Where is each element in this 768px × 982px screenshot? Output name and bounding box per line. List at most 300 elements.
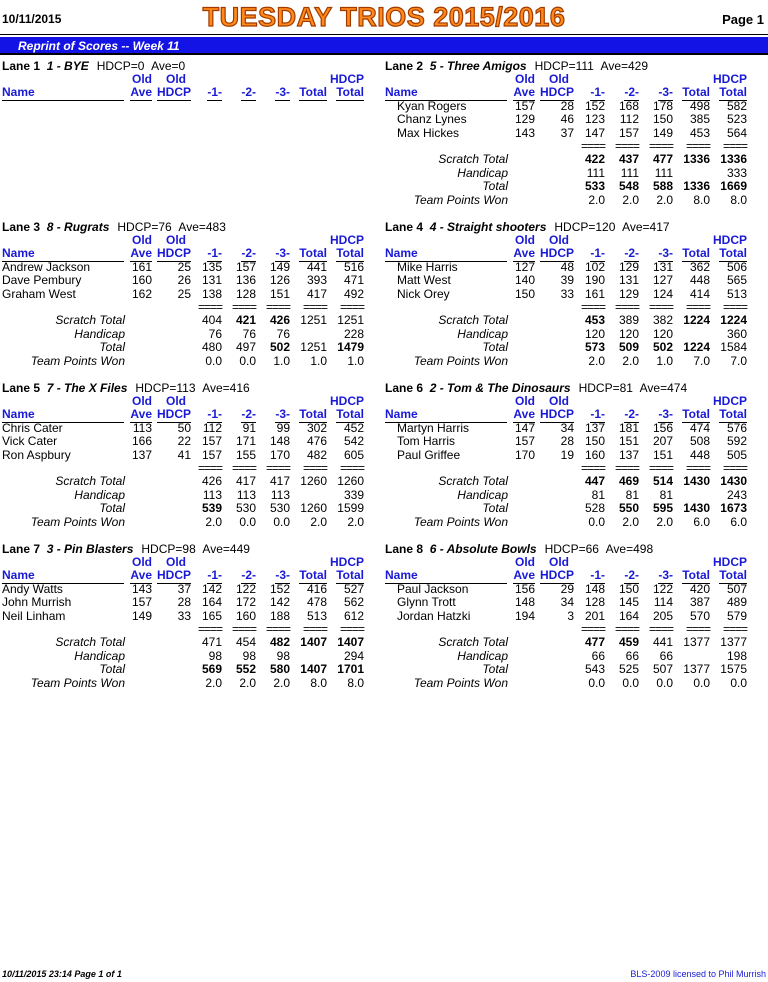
summary-game-3: 113 xyxy=(270,487,290,502)
summary-label: Handicap xyxy=(457,326,508,341)
summary-total: 8.0 xyxy=(310,675,327,690)
col-old-hdcp-top: Old xyxy=(166,72,186,86)
summary-game-2: 2.0 xyxy=(622,192,639,207)
summary-game-2: 120 xyxy=(618,326,639,341)
separator: ==== xyxy=(265,299,290,314)
separator: ==== xyxy=(580,621,605,636)
player-name: Mike Harris xyxy=(397,259,458,274)
summary-label: Team Points Won xyxy=(413,675,508,690)
player-row xyxy=(385,127,751,140)
player-row xyxy=(2,422,368,435)
player-old-hdcp: 33 xyxy=(177,608,191,623)
summary-game-3: 0.0 xyxy=(273,514,290,529)
summary-game-1: 404 xyxy=(201,313,222,328)
col-game-2: -2- xyxy=(624,568,639,583)
col-hdcp-total-top: HDCP xyxy=(329,555,364,569)
player-old-ave: 194 xyxy=(514,608,535,623)
separator: ==== xyxy=(685,460,710,475)
scratch-total-row xyxy=(385,475,751,488)
summary-hdcp-total: 1575 xyxy=(720,662,747,677)
summary-label: Team Points Won xyxy=(413,514,508,529)
summary-hdcp-total: 0.0 xyxy=(730,675,747,690)
team-name: 8 - Rugrats xyxy=(46,220,110,234)
player-name: Kyan Rogers xyxy=(397,98,467,113)
summary-total: 8.0 xyxy=(693,192,710,207)
player-old-ave: 161 xyxy=(131,259,152,274)
summary-hdcp-total: 1407 xyxy=(337,635,364,650)
col-game-2: -2- xyxy=(241,85,256,100)
page-number: Page 1 xyxy=(722,12,764,27)
player-old-hdcp: 26 xyxy=(177,273,191,288)
player-game-3: 131 xyxy=(652,259,673,274)
summary-game-3: 417 xyxy=(269,474,290,489)
summary-game-1: 76 xyxy=(208,326,222,341)
lane-block xyxy=(2,220,368,368)
player-game-1: 137 xyxy=(584,420,605,435)
summary-hdcp-total: 294 xyxy=(343,648,364,663)
player-game-1: 164 xyxy=(201,595,222,610)
player-game-1: 161 xyxy=(584,286,605,301)
col-game-3: -3- xyxy=(658,246,673,261)
player-total: 387 xyxy=(689,595,710,610)
player-total: 478 xyxy=(306,595,327,610)
summary-game-2: 417 xyxy=(235,474,256,489)
col-old-ave-top: Old xyxy=(515,233,535,247)
player-old-ave: 157 xyxy=(514,434,535,449)
player-old-ave: 129 xyxy=(514,112,535,127)
player-game-2: 131 xyxy=(618,273,639,288)
player-old-ave: 127 xyxy=(514,259,535,274)
player-game-1: 135 xyxy=(201,259,222,274)
summary-game-2: 459 xyxy=(618,635,639,650)
player-row xyxy=(385,422,751,435)
summary-label: Scratch Total xyxy=(438,474,508,489)
lane-number: Lane 4 xyxy=(385,220,424,234)
column-header-top xyxy=(2,556,368,569)
column-header xyxy=(2,86,368,99)
summary-game-1: 453 xyxy=(584,313,605,328)
lane-number: Lane 5 xyxy=(2,381,41,395)
player-game-1: 112 xyxy=(202,420,222,435)
player-hdcp-total: 612 xyxy=(343,608,364,623)
summary-game-1: 2.0 xyxy=(205,514,222,529)
col-game-1: -1- xyxy=(590,246,605,261)
lane-block xyxy=(385,542,751,690)
col-total: Total xyxy=(299,568,327,583)
player-game-1: 150 xyxy=(584,434,605,449)
separator: ==== xyxy=(648,138,673,153)
column-header-top xyxy=(385,73,751,86)
col-game-3: -3- xyxy=(275,407,290,422)
summary-hdcp-total: 8.0 xyxy=(730,192,747,207)
summary-game-1: 113 xyxy=(202,487,222,502)
summary-total: 1407 xyxy=(300,635,327,650)
player-hdcp-total: 565 xyxy=(726,273,747,288)
separator: ==== xyxy=(197,299,222,314)
separator: ==== xyxy=(302,621,327,636)
summary-game-1: 0.0 xyxy=(205,353,222,368)
col-game-2: -2- xyxy=(624,407,639,422)
col-name: Name xyxy=(385,86,507,100)
lane-header xyxy=(2,542,368,556)
player-game-3: 148 xyxy=(269,434,290,449)
player-game-1: 148 xyxy=(584,581,605,596)
col-game-1: -1- xyxy=(207,85,222,100)
summary-game-3: 2.0 xyxy=(656,514,673,529)
summary-game-1: 471 xyxy=(201,635,222,650)
separator-row xyxy=(2,301,368,314)
player-row xyxy=(385,449,751,462)
col-ave: Ave xyxy=(513,85,535,100)
column-header-top xyxy=(2,234,368,247)
player-game-1: 160 xyxy=(584,447,605,462)
col-old-hdcp-top: Old xyxy=(549,233,569,247)
player-game-3: 178 xyxy=(652,98,673,113)
handicap-row xyxy=(385,650,751,663)
team-average: Ave=498 xyxy=(605,542,654,556)
col-old-ave-top: Old xyxy=(515,555,535,569)
col-old-ave-top: Old xyxy=(132,233,152,247)
player-game-1: 131 xyxy=(201,273,222,288)
player-game-2: 168 xyxy=(618,98,639,113)
player-name: Neil Linham xyxy=(2,608,66,623)
player-total: 302 xyxy=(306,420,327,435)
player-hdcp-total: 592 xyxy=(726,434,747,449)
team-average: Ave=417 xyxy=(622,220,670,234)
summary-hdcp-total: 1260 xyxy=(337,474,364,489)
team-handicap: HDCP=98 xyxy=(141,542,196,556)
player-game-1: 123 xyxy=(584,112,605,127)
col-total: Total xyxy=(682,407,710,422)
player-old-ave: 147 xyxy=(514,420,535,435)
lane-block xyxy=(385,59,751,207)
col-ave: Ave xyxy=(130,85,152,100)
player-name: Martyn Harris xyxy=(397,420,470,435)
player-hdcp-total: 542 xyxy=(343,434,364,449)
lane-header xyxy=(2,220,368,234)
player-game-1: 165 xyxy=(201,608,222,623)
summary-total: 1260 xyxy=(300,501,327,516)
player-name: Paul Griffee xyxy=(397,447,461,462)
summary-label: Team Points Won xyxy=(30,353,125,368)
summary-label: Scratch Total xyxy=(438,313,508,328)
team-average: Ave=0 xyxy=(151,59,186,73)
player-game-3: 205 xyxy=(652,608,673,623)
col-name: Name xyxy=(385,408,507,422)
player-old-hdcp: 28 xyxy=(560,434,574,449)
player-row xyxy=(385,596,751,609)
col-game-1: -1- xyxy=(590,568,605,583)
player-name: Nick Orey xyxy=(397,286,450,301)
lane-number: Lane 1 xyxy=(2,59,41,73)
player-total: 570 xyxy=(689,608,710,623)
separator: ==== xyxy=(231,299,256,314)
lane-block xyxy=(2,542,368,690)
player-hdcp-total: 516 xyxy=(343,259,364,274)
player-hdcp-total: 489 xyxy=(726,595,747,610)
player-old-ave: 157 xyxy=(514,98,535,113)
summary-game-2: 66 xyxy=(625,648,639,663)
player-old-ave: 140 xyxy=(514,273,535,288)
col-hdcp-total: Total xyxy=(719,568,747,583)
summary-game-2: 0.0 xyxy=(239,353,256,368)
col-hdcp-total: Total xyxy=(336,246,364,261)
summary-game-1: 98 xyxy=(208,648,222,663)
player-total: 385 xyxy=(689,112,710,127)
player-total: 420 xyxy=(689,581,710,596)
footer-timestamp: 10/11/2015 23:14 Page 1 of 1 xyxy=(2,969,122,979)
player-old-hdcp: 37 xyxy=(177,581,191,596)
player-game-3: 156 xyxy=(652,420,673,435)
player-old-hdcp: 34 xyxy=(560,420,574,435)
col-name: Name xyxy=(2,408,124,422)
summary-hdcp-total: 8.0 xyxy=(347,675,364,690)
player-old-ave: 170 xyxy=(514,447,535,462)
summary-game-1: 477 xyxy=(584,635,605,650)
player-row xyxy=(2,583,368,596)
player-row xyxy=(2,288,368,301)
summary-game-3: 580 xyxy=(269,662,290,677)
player-old-hdcp: 41 xyxy=(177,447,191,462)
col-total: Total xyxy=(299,407,327,422)
summary-label: Handicap xyxy=(74,326,125,341)
handicap-total-row xyxy=(385,502,751,515)
col-total: Total xyxy=(682,246,710,261)
player-name: Chris Cater xyxy=(2,420,63,435)
separator: ==== xyxy=(614,299,639,314)
team-handicap: HDCP=111 xyxy=(534,59,594,73)
summary-label: Handicap xyxy=(74,648,125,663)
player-row xyxy=(385,113,751,126)
separator: ==== xyxy=(648,621,673,636)
summary-game-1: 426 xyxy=(201,474,222,489)
team-average: Ave=429 xyxy=(600,59,649,73)
col-game-2: -2- xyxy=(624,246,639,261)
col-game-3: -3- xyxy=(275,85,290,100)
player-old-ave: 166 xyxy=(131,434,152,449)
summary-game-2: 113 xyxy=(236,487,256,502)
report-banner: Reprint of Scores -- Week 11 xyxy=(0,37,768,55)
col-game-3: -3- xyxy=(658,85,673,100)
team-points-row xyxy=(2,516,368,529)
team-name: 3 - Pin Blasters xyxy=(46,542,134,556)
col-old-hdcp-top: Old xyxy=(549,72,569,86)
player-total: 448 xyxy=(689,447,710,462)
lane-number: Lane 8 xyxy=(385,542,424,556)
col-old-ave-top: Old xyxy=(515,72,535,86)
summary-total: 0.0 xyxy=(693,675,710,690)
col-hdcp-total-top: HDCP xyxy=(712,394,747,408)
scratch-total-row xyxy=(385,314,751,327)
col-hdcp: HDCP xyxy=(539,85,574,100)
summary-game-2: 2.0 xyxy=(622,353,639,368)
separator: ==== xyxy=(302,299,327,314)
team-handicap: HDCP=76 xyxy=(117,220,172,234)
player-game-1: 147 xyxy=(584,125,605,140)
summary-hdcp-total: 339 xyxy=(343,487,364,502)
column-header-top xyxy=(2,395,368,408)
player-row xyxy=(2,435,368,448)
separator: ==== xyxy=(722,460,747,475)
summary-game-3: 530 xyxy=(269,501,290,516)
team-name: 2 - Tom & The Dinosaurs xyxy=(429,381,571,395)
col-name: Name xyxy=(2,247,124,261)
player-game-3: 99 xyxy=(276,420,290,435)
team-name: 4 - Straight shooters xyxy=(429,220,547,234)
team-handicap: HDCP=113 xyxy=(135,381,196,395)
summary-game-3: 507 xyxy=(652,662,673,677)
player-old-hdcp: 39 xyxy=(560,273,574,288)
player-row xyxy=(2,274,368,287)
summary-game-2: 437 xyxy=(618,152,639,167)
player-game-3: 122 xyxy=(652,581,673,596)
separator-row xyxy=(385,462,751,475)
separator-row xyxy=(2,623,368,636)
col-ave: Ave xyxy=(130,568,152,583)
summary-game-2: 552 xyxy=(235,662,256,677)
summary-game-2: 0.0 xyxy=(622,675,639,690)
player-game-3: 124 xyxy=(652,286,673,301)
player-game-3: 126 xyxy=(269,273,290,288)
col-hdcp-total: Total xyxy=(719,85,747,100)
player-game-2: 128 xyxy=(235,286,256,301)
handicap-row xyxy=(385,167,751,180)
lane-number: Lane 3 xyxy=(2,220,41,234)
separator: ==== xyxy=(614,460,639,475)
col-old-ave-top: Old xyxy=(132,72,152,86)
summary-hdcp-total: 243 xyxy=(726,487,747,502)
player-hdcp-total: 507 xyxy=(726,581,747,596)
column-header-top xyxy=(385,395,751,408)
summary-game-1: 569 xyxy=(201,662,222,677)
team-points-row xyxy=(385,194,751,207)
player-hdcp-total: 523 xyxy=(726,112,747,127)
player-game-1: 102 xyxy=(584,259,605,274)
separator: ==== xyxy=(685,299,710,314)
player-hdcp-total: 513 xyxy=(726,286,747,301)
player-name: Jordan Hatzki xyxy=(397,608,471,623)
player-name: Ron Aspbury xyxy=(2,447,71,462)
player-row xyxy=(385,288,751,301)
summary-game-3: 426 xyxy=(269,313,290,328)
player-game-1: 190 xyxy=(584,273,605,288)
handicap-total-row xyxy=(2,502,368,515)
handicap-row xyxy=(385,489,751,502)
separator: ==== xyxy=(614,138,639,153)
column-header xyxy=(2,247,368,260)
player-game-3: 152 xyxy=(269,581,290,596)
summary-game-2: 548 xyxy=(618,179,639,194)
player-row xyxy=(2,596,368,609)
handicap-row xyxy=(2,328,368,341)
summary-game-3: 595 xyxy=(652,501,673,516)
summary-game-3: 2.0 xyxy=(656,192,673,207)
player-game-2: 150 xyxy=(618,581,639,596)
summary-total: 1224 xyxy=(683,313,710,328)
team-name: 5 - Three Amigos xyxy=(429,59,527,73)
player-hdcp-total: 576 xyxy=(726,420,747,435)
col-game-1: -1- xyxy=(207,407,222,422)
player-game-2: 91 xyxy=(242,420,256,435)
player-old-hdcp: 50 xyxy=(177,420,191,435)
summary-game-3: 382 xyxy=(652,313,673,328)
summary-game-1: 573 xyxy=(584,340,605,355)
summary-game-1: 528 xyxy=(584,501,605,516)
player-old-hdcp: 19 xyxy=(560,447,574,462)
col-hdcp: HDCP xyxy=(156,246,191,261)
column-header-top xyxy=(385,556,751,569)
column-header xyxy=(2,408,368,421)
player-old-hdcp: 46 xyxy=(560,112,574,127)
lane-header xyxy=(2,381,368,395)
separator: ==== xyxy=(580,460,605,475)
summary-hdcp-total: 1251 xyxy=(337,313,364,328)
player-old-ave: 143 xyxy=(131,581,152,596)
player-game-3: 149 xyxy=(652,125,673,140)
summary-label: Handicap xyxy=(457,648,508,663)
col-hdcp-total: Total xyxy=(719,246,747,261)
separator: ==== xyxy=(722,138,747,153)
player-hdcp-total: 605 xyxy=(343,447,364,462)
team-average: Ave=474 xyxy=(639,381,688,395)
team-name: 6 - Absolute Bowls xyxy=(429,542,537,556)
player-total: 498 xyxy=(689,98,710,113)
separator: ==== xyxy=(231,621,256,636)
summary-label: Total xyxy=(482,340,508,355)
player-old-ave: 157 xyxy=(131,595,152,610)
player-game-2: 160 xyxy=(235,608,256,623)
summary-game-3: 1.0 xyxy=(273,353,290,368)
separator: ==== xyxy=(197,460,222,475)
summary-hdcp-total: 1336 xyxy=(720,152,747,167)
player-row xyxy=(385,435,751,448)
player-game-3: 114 xyxy=(653,595,673,610)
summary-label: Total xyxy=(482,662,508,677)
player-name: Andrew Jackson xyxy=(2,259,91,274)
player-old-ave: 160 xyxy=(131,273,152,288)
summary-hdcp-total: 1599 xyxy=(337,501,364,516)
lane-header xyxy=(385,381,751,395)
scratch-total-row xyxy=(385,636,751,649)
player-game-1: 128 xyxy=(584,595,605,610)
player-hdcp-total: 471 xyxy=(343,273,364,288)
lane-block xyxy=(385,381,751,529)
col-ave: Ave xyxy=(513,568,535,583)
summary-hdcp-total: 1669 xyxy=(720,179,747,194)
col-game-1: -1- xyxy=(590,407,605,422)
separator-row xyxy=(385,623,751,636)
summary-label: Scratch Total xyxy=(438,152,508,167)
player-total: 474 xyxy=(689,420,710,435)
player-hdcp-total: 505 xyxy=(726,447,747,462)
player-name: Chanz Lynes xyxy=(397,112,467,127)
summary-hdcp-total: 228 xyxy=(343,326,364,341)
player-row xyxy=(2,610,368,623)
handicap-total-row xyxy=(385,180,751,193)
summary-game-3: 477 xyxy=(652,152,673,167)
lane-header xyxy=(385,542,751,556)
player-old-ave: 137 xyxy=(131,447,152,462)
summary-label: Handicap xyxy=(457,487,508,502)
player-old-ave: 143 xyxy=(514,125,535,140)
separator-row xyxy=(385,301,751,314)
player-game-3: 151 xyxy=(269,286,290,301)
summary-game-2: 76 xyxy=(242,326,256,341)
col-game-1: -1- xyxy=(590,85,605,100)
summary-label: Team Points Won xyxy=(413,192,508,207)
summary-total: 7.0 xyxy=(693,353,710,368)
summary-label: Total xyxy=(482,501,508,516)
